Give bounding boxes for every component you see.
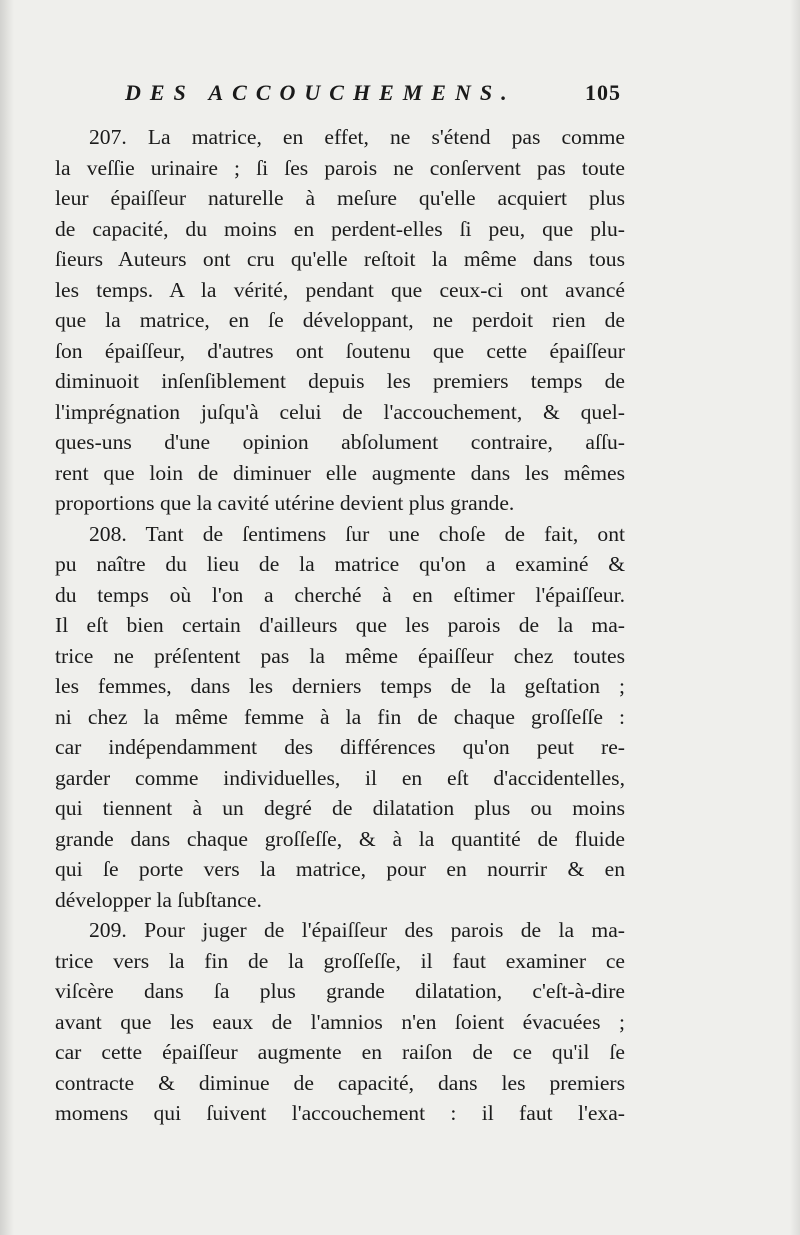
running-head xyxy=(55,80,625,122)
page-edge-left xyxy=(0,0,14,1235)
text-line: car indépendamment des différences qu'on peut re- xyxy=(55,735,625,759)
text-line: que la matrice, en ſe développant, ne perdoit rien de xyxy=(55,308,625,332)
page-edge-right xyxy=(790,0,800,1235)
text-line: 208. Tant de ſentimens ſur une choſe de fait, ont xyxy=(89,521,625,546)
paragraph-208 xyxy=(55,519,625,916)
text-line: ni chez la même femme à la fin de chaque groſſeſſe : xyxy=(55,704,625,729)
text-line: pu naître du lieu de la matrice qu'on a examiné & xyxy=(55,552,625,576)
text-line: développer la ſubſtance. xyxy=(55,887,262,912)
text-line: viſcère dans ſa plus grande dilatation, c'eſt-à-dire xyxy=(55,979,625,1003)
text-line: qui ſe porte vers la matrice, pour en nourrir & en xyxy=(55,857,625,881)
text-line: Il eſt bien certain d'ailleurs que les parois de la ma- xyxy=(55,613,625,637)
text-line: ſieurs Auteurs ont cru qu'elle reſtoit la même dans tous xyxy=(55,247,625,271)
text-line: ſon épaiſſeur, d'autres ont ſoutenu que cette épaiſſeur xyxy=(55,338,625,363)
text-line: diminuoit inſenſiblement depuis les premiers temps de xyxy=(55,369,625,393)
text-line: proportions que la cavité utérine devient plus grande. xyxy=(55,491,515,515)
text-line: trice ne préſentent pas la même épaiſſeur chez toutes xyxy=(55,643,625,668)
text-line: du temps où l'on a cherché à en eſtimer l'épaiſſeur. xyxy=(55,582,625,607)
text-line: de capacité, du moins en perdent-elles ſi peu, que plu- xyxy=(55,216,625,241)
text-block xyxy=(55,80,625,1129)
text-line: la veſſie urinaire ; ſi ſes parois ne conſervent pas toute xyxy=(55,155,625,180)
text-line: contracte & diminue de capacité, dans les premiers xyxy=(55,1070,625,1095)
text-line: trice vers la fin de la groſſeſſe, il faut examiner ce xyxy=(55,948,625,973)
text-line: momens qui ſuivent l'accouchement : il faut l'exa- xyxy=(55,1101,625,1125)
text-line: car cette épaiſſeur augmente en raiſon de ce qu'il ſe xyxy=(55,1040,625,1064)
text-line: leur épaiſſeur naturelle à meſure qu'elle acquiert plus xyxy=(55,186,625,210)
text-line: garder comme individuelles, il en eſt d'accidentelles, xyxy=(55,765,625,790)
text-line: grande dans chaque groſſeſſe, & à la quantité de fluide xyxy=(55,826,625,851)
page-number: 105 xyxy=(585,80,621,105)
text-line: l'imprégnation juſqu'à celui de l'accouchement, & quel- xyxy=(55,399,625,424)
running-title: DES ACCOUCHEMENS. xyxy=(125,80,516,105)
text-line: ques-uns d'une opinion abſolument contraire, aſſu- xyxy=(55,430,625,454)
paragraph-209 xyxy=(55,915,625,1129)
text-line: les femmes, dans les derniers temps de la geſtation ; xyxy=(55,674,625,698)
text-line: 209. Pour juger de l'épaiſſeur des parois de la ma- xyxy=(89,918,625,942)
text-line: rent que loin de diminuer elle augmente dans les mêmes xyxy=(55,460,625,485)
text-line: les temps. A la vérité, pendant que ceux-ci ont avancé xyxy=(55,277,625,302)
text-line: avant que les eaux de l'amnios n'en ſoient évacuées ; xyxy=(55,1009,625,1034)
paragraph-207 xyxy=(55,122,625,519)
text-line: qui tiennent à un degré de dilatation plus ou moins xyxy=(55,796,625,820)
text-line: 207. La matrice, en effet, ne s'étend pas comme xyxy=(89,125,625,149)
